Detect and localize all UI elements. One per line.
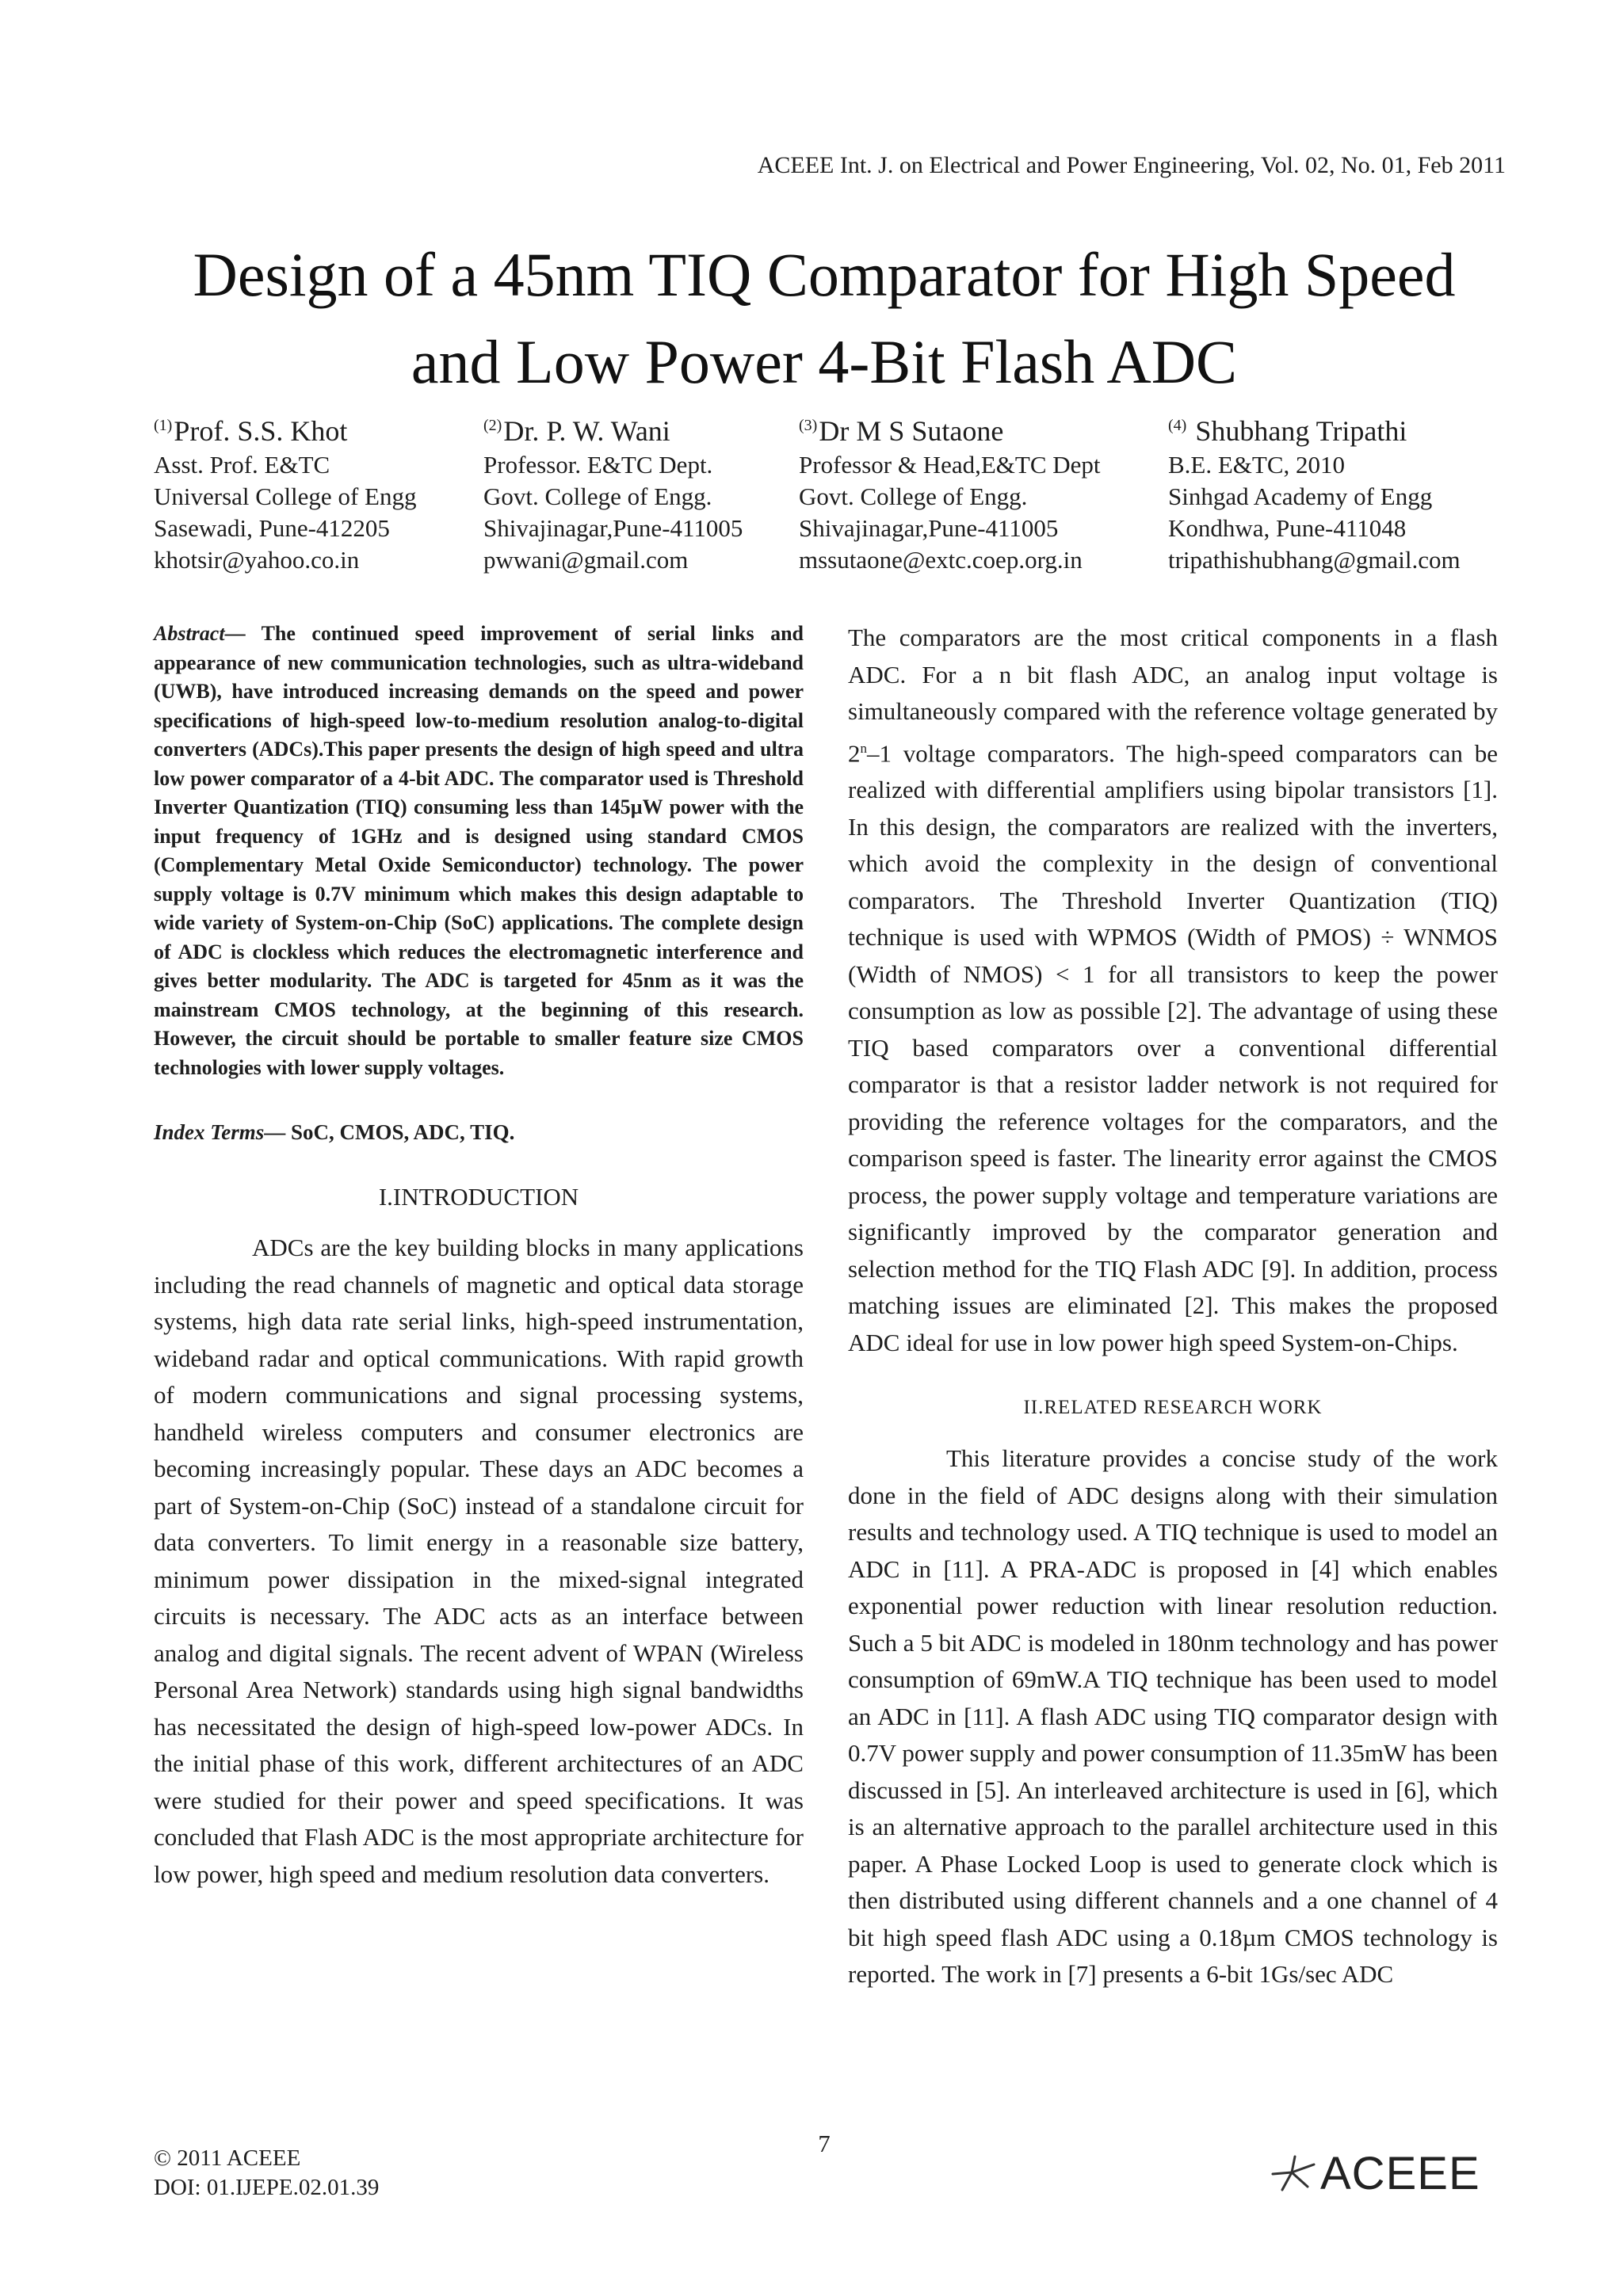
index-terms: [154, 1114, 804, 1150]
author-1-affiliation: Universal College of Engg: [154, 482, 417, 510]
abstract: [154, 620, 804, 1082]
author-4-affiliation: Sinhgad Academy of Engg: [1168, 482, 1433, 510]
index-terms-text: — SoC, CMOS, ADC, TIQ.: [264, 1120, 515, 1144]
journal-header: ACEEE Int. J. on Electrical and Power Engineering, Vol. 02, No. 01, Feb 2011: [757, 152, 1506, 178]
author-4-name: Shubhang Tripathi: [1188, 415, 1407, 447]
comparator-paragraph-part2: –1 voltage comparators. The high-speed comparators can be realized with differential amplifiers using bipolar transistors [1]. In this design, the comparators are realized with the inverters, which avoid the complexity in the design of conventional comparators. The Threshold Inverter Quantization (TIQ) technique is used with WPMOS (Width of PMOS) ÷ WNMOS (Width of NMOS) < 1 for all transistors to keep the power consumption as low as possible [2]. The advantage of using these TIQ based comparators over a conventional differential comparator is that a resistor ladder network is not required for providing the reference voltages for the comparators, and the comparison speed is faster. The linearity error against the CMOS process, the power supply voltage and temperature variations are significantly improved by the comparator generation and selection method for the TIQ Flash ADC [9]. In addition, process matching issues are eliminated [2]. This makes the proposed ADC ideal for use in low power high speed System-on-Chips.: [848, 738, 1498, 1356]
author-4-title: B.E. E&TC, 2010: [1168, 451, 1346, 479]
paper-title: [79, 231, 1569, 406]
introduction-paragraph: ADCs are the key building blocks in many applications including the read channels of magnetic and optical data storage systems, high data rate serial links, high-speed instrumentation, wideband radar and optical communications. With rapid growth of modern communications and signal processing systems, handheld wireless computers and consumer electronics are becoming increasingly popular. These days an ADC becomes a part of System-on-Chip (SoC) instead of a standalone circuit for data converters. To limit energy in a reasonable size battery, minimum power dissipation in the mixed-signal integrated circuits is necessary. The ADC acts as an interface between analog and digital signals. The recent advent of WPAN (Wireless Personal Area Network) standards using high signal bandwidths has necessitated the design of high-speed low-power ADCs. In the initial phase of this work, different architectures of an ADC were studied for their power and speed specifications. It was concluded that Flash ADC is the most appropriate architecture for low power, high speed and medium resolution data converters.: [154, 1234, 804, 1888]
author-3-affiliation: Govt. College of Engg.: [799, 482, 1028, 510]
author-4: [1168, 407, 1461, 576]
author-1-email: khotsir@yahoo.co.in: [154, 546, 360, 574]
author-2-title: Professor. E&TC Dept.: [483, 451, 713, 479]
author-2-email: pwwani@gmail.com: [483, 546, 689, 574]
related-work-paragraph: This literature provides a concise study of the work done in the field of ADC designs along with their simulation results and technology used. A TIQ technique is used to model an ADC in [11]. A PRA-ADC is proposed in [4] which enables exponential power reduction with linear resolution reduction. Such a 5 bit ADC is modeled in 180nm technology and has power consumption of 69mW.A TIQ technique has been used to model an ADC in [11]. A flash ADC using TIQ comparator design with 0.7V power supply and power consumption of 11.35mW has been discussed in [5]. An interleaved architecture is used in [6], which is an alternative approach to the parallel architecture used in this paper. A Phase Locked Loop is used to generate clock which is then distributed using different channels and a one channel of 4 bit high speed flash ADC using a 0.18µm CMOS technology is reported. The work in [7] presents a 6-bit 1Gs/sec ADC: [848, 1444, 1498, 1989]
superscript-n: n: [860, 740, 867, 756]
footer-left: [154, 2144, 379, 2203]
author-3-address: Shivajinagar,Pune-411005: [799, 514, 1059, 542]
author-1-address: Sasewadi, Pune-412205: [154, 514, 390, 542]
section-heading-introduction: I.INTRODUCTION: [378, 1183, 579, 1211]
author-2-address: Shivajinagar,Pune-411005: [483, 514, 743, 542]
star-logo-icon: [1268, 2150, 1319, 2196]
author-4-number: (4): [1168, 417, 1187, 434]
section-heading-related-work: II.RELATED RESEARCH WORK: [1023, 1397, 1323, 1419]
author-4-email: tripathishubhang@gmail.com: [1168, 546, 1461, 574]
author-3-email: mssutaone@extc.coep.org.in: [799, 546, 1083, 574]
author-1-title: Asst. Prof. E&TC: [154, 451, 330, 479]
comparator-paragraph-part1: The comparators are the most critical components in a flash ADC. For a n bit flash ADC, an analog input voltage is simultaneously compared with the reference voltage generated by 2: [848, 624, 1498, 767]
abstract-text: — The continued speed improvement of serial links and appearance of new communication technologies, such as ultra-wideband (UWB), have introduced increasing demands on the speed and power specifications of high-speed low-to-medium resolution analog-to-digital converters (ADCs).This paper presents the design of high speed and ultra low power comparator of a 4-bit ADC. The comparator used is Threshold Inverter Quantization (TIQ) consuming less than 145µW power with the input frequency of 1GHz and is designed using standard CMOS (Complementary Metal Oxide Semiconductor) technology. The power supply voltage is 0.7V minimum which makes this design adaptable to wide variety of System-on-Chip (SoC) applications. The complete design of ADC is clockless which reduces the electromagnetic interference and gives better modularity. The ADC is targeted for 45nm as it was the mainstream CMOS technology, at the beginning of this research. However, the circuit should be portable to smaller feature size CMOS technologies with lower supply voltages.: [154, 622, 804, 1079]
title-line-2: and Low Power 4-Bit Flash ADC: [411, 327, 1238, 396]
index-terms-label: Index Terms: [154, 1120, 265, 1144]
author-block: [0, 407, 1623, 582]
author-3-number: (3): [799, 417, 818, 434]
author-2-name: Dr. P. W. Wani: [503, 415, 670, 447]
author-2-affiliation: Govt. College of Engg.: [483, 482, 712, 510]
author-2-number: (2): [483, 417, 502, 434]
author-1-name: Prof. S.S. Khot: [174, 415, 348, 447]
abstract-label: Abstract: [154, 622, 225, 645]
author-1-number: (1): [154, 417, 173, 434]
author-3: [799, 407, 1101, 576]
aceee-logo: [1268, 2145, 1506, 2201]
author-2: [483, 407, 743, 576]
logo-text: ACEEE: [1320, 2147, 1480, 2199]
title-line-1: Design of a 45nm TIQ Comparator for High Speed: [193, 240, 1456, 309]
author-1: [154, 407, 416, 576]
comparator-paragraph: [848, 620, 1498, 1361]
author-3-title: Professor & Head,E&TC Dept: [799, 451, 1101, 479]
author-4-address: Kondhwa, Pune-411048: [1168, 514, 1407, 542]
left-column: [154, 620, 804, 1893]
copyright: © 2011 ACEEE: [154, 2145, 301, 2171]
author-3-name: Dr M S Sutaone: [819, 415, 1004, 447]
doi: DOI: 01.IJEPE.02.01.39: [154, 2175, 380, 2200]
right-column: [848, 620, 1498, 1993]
page-number: 7: [818, 2130, 831, 2157]
